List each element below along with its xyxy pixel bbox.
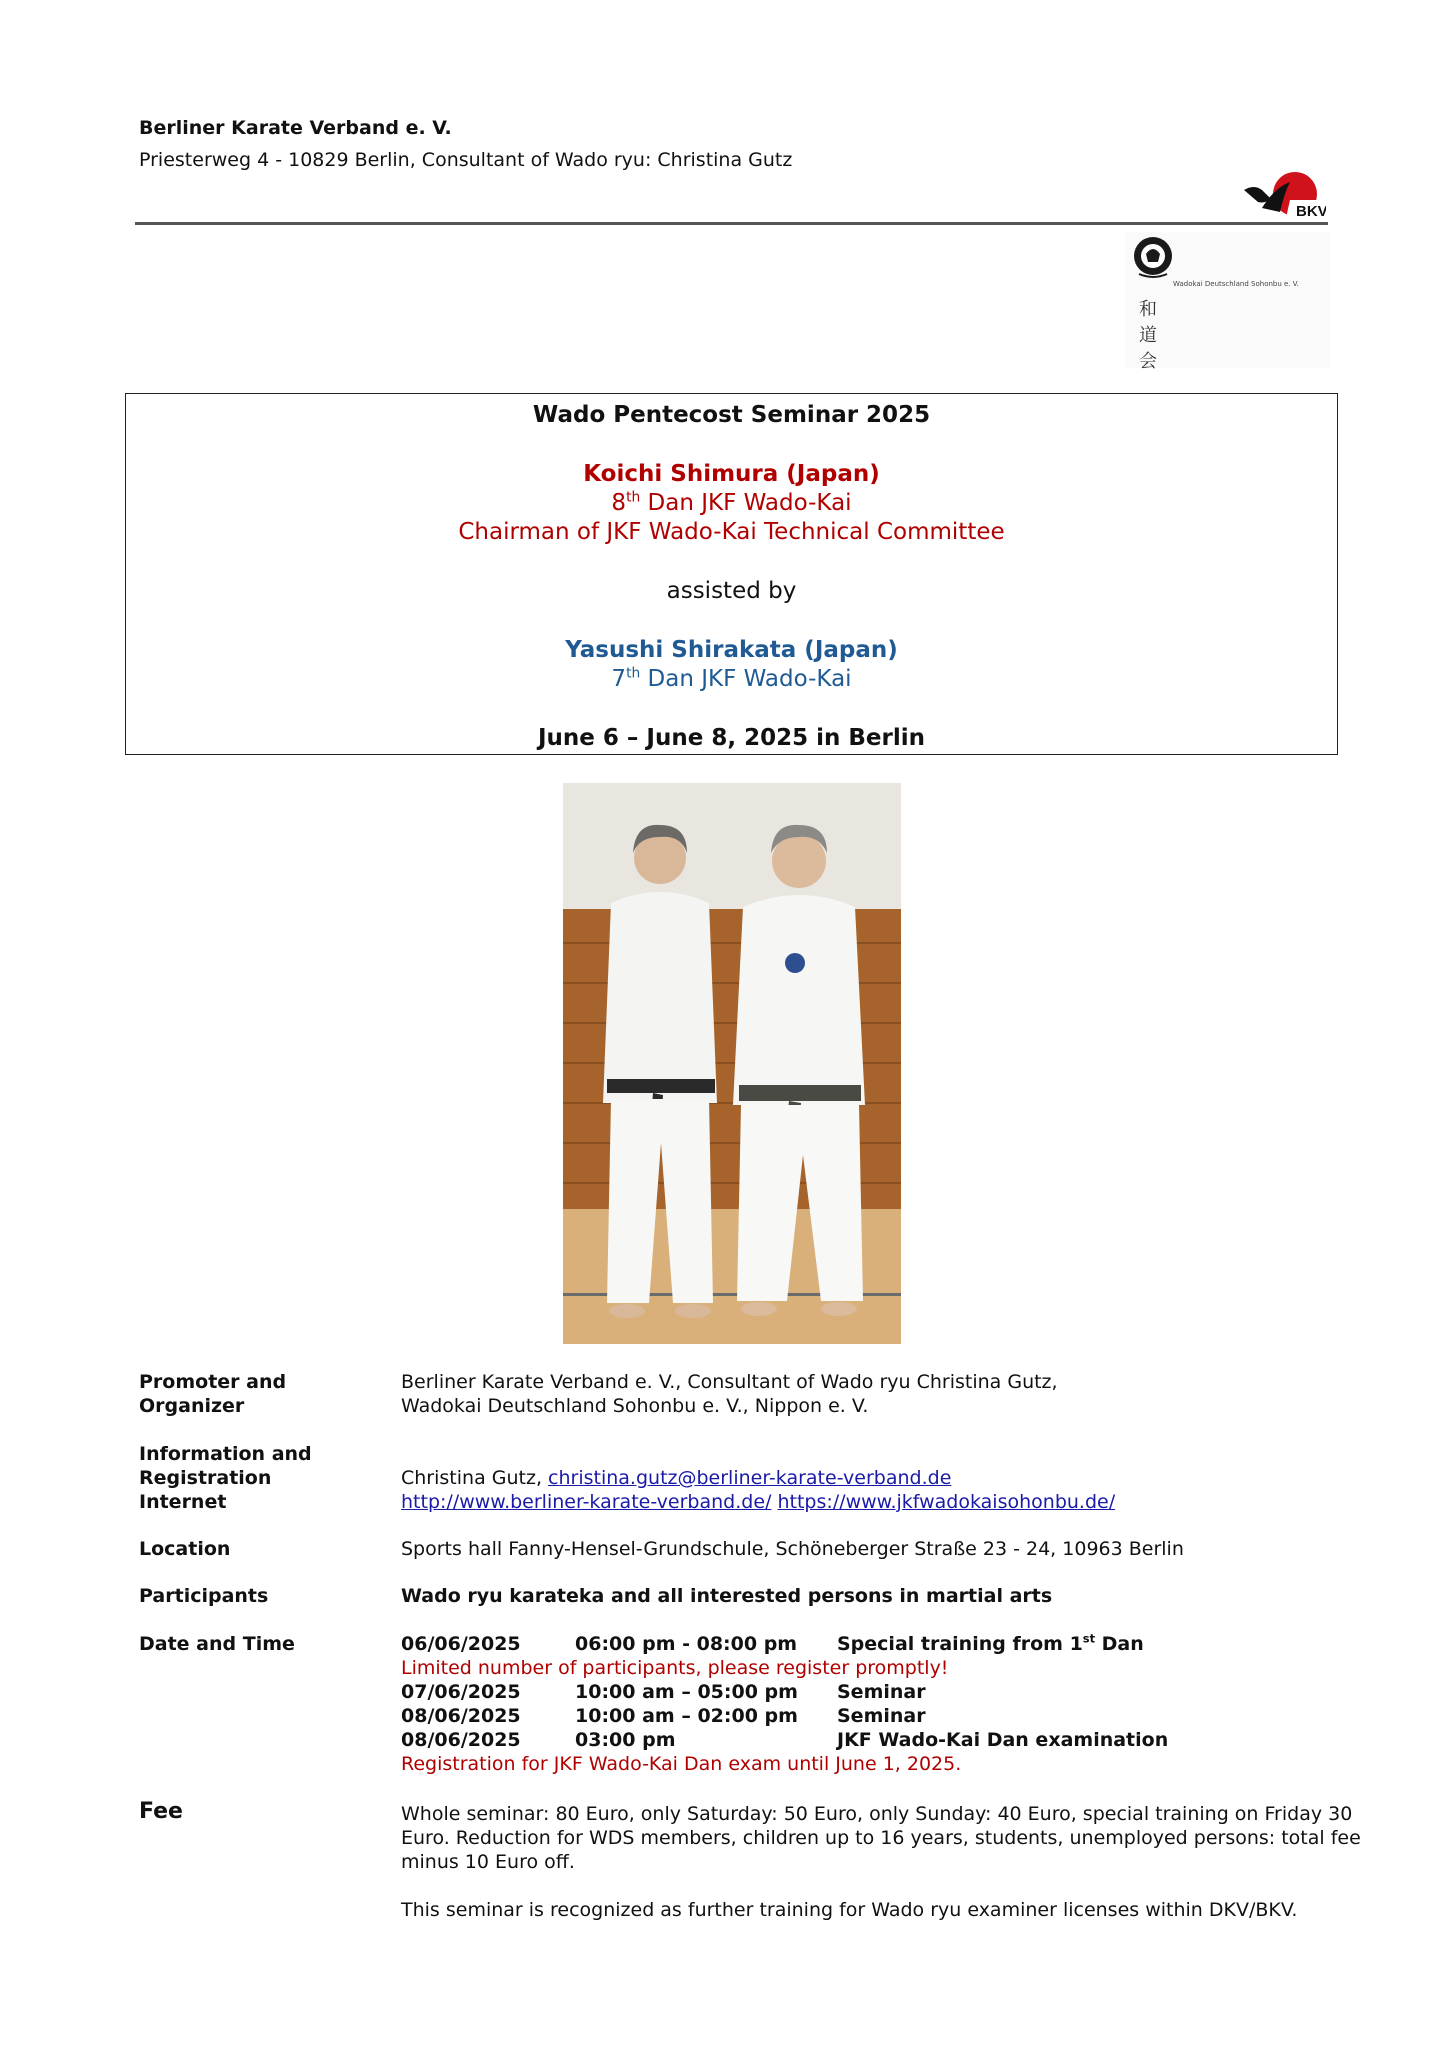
bkv-website-link[interactable]: http://www.berliner-karate-verband.de/ [401, 1491, 772, 1513]
seminar-dates: June 6 – June 8, 2025 in Berlin [538, 725, 925, 751]
header-divider [135, 222, 1328, 225]
schedule-date: 08/06/2025 [401, 1729, 521, 1751]
limited-participants-note: Limited number of participants, please register promptly! [401, 1657, 949, 1679]
schedule-time: 03:00 pm [575, 1729, 676, 1751]
instructors-photo [563, 783, 901, 1344]
instructor1-dan: 8th Dan JKF Wado-Kai [611, 489, 852, 516]
schedule-event: Seminar [837, 1705, 926, 1727]
schedule-event: Seminar [837, 1681, 926, 1703]
location-label: Location [139, 1538, 231, 1560]
organization-address: Priesterweg 4 - 10829 Berlin, Consultant of Wado ryu: Christina Gutz [139, 149, 793, 171]
promoter-value: Berliner Karate Verband e. V., Consultant of Wado ryu Christina Gutz, Wadokai Deutschland Sohonbu e. V., Nippon e. V. [401, 1371, 1058, 1417]
instructor2-dan: 7th Dan JKF Wado-Kai [611, 665, 852, 692]
schedule-date: 07/06/2025 [401, 1681, 521, 1703]
contact-email-link[interactable]: christina.gutz@berliner-karate-verband.de [548, 1467, 952, 1489]
registration-deadline-note: Registration for JKF Wado-Kai Dan exam until June 1, 2025. [401, 1753, 962, 1775]
schedule-time: 06:00 pm - 08:00 pm [575, 1633, 798, 1655]
location-value: Sports hall Fanny-Hensel-Grundschule, Schöneberger Straße 23 - 24, 10963 Berlin [401, 1538, 1184, 1560]
information-label: Information and Registration Internet [139, 1443, 312, 1513]
recognition-note: This seminar is recognized as further training for Wado ryu examiner licenses within DKV/BKV. [401, 1899, 1298, 1921]
contact-value [401, 1466, 1115, 1514]
schedule-time: 10:00 am – 02:00 pm [575, 1705, 798, 1727]
schedule-date: 06/06/2025 [401, 1633, 521, 1655]
participants-value: Wado ryu karateka and all interested persons in martial arts [401, 1585, 1053, 1607]
schedule-time: 10:00 am – 05:00 pm [575, 1681, 798, 1703]
bkv-logo-text: BKV [1296, 203, 1326, 220]
wadokai-logo [1125, 232, 1330, 372]
assisted-by: assisted by [666, 578, 797, 604]
datetime-label: Date and Time [139, 1633, 295, 1655]
schedule-event: Special training from 1st Dan [837, 1631, 1144, 1655]
seminar-title-box [125, 393, 1338, 755]
instructor1-role: Chairman of JKF Wado-Kai Technical Committee [458, 519, 1005, 545]
organization-name: Berliner Karate Verband e. V. [139, 117, 452, 139]
wadokai-logo-text: Wadokai Deutschland Sohonbu e. V. [1173, 280, 1299, 288]
wds-website-link[interactable]: https://www.jkfwadokaisohonbu.de/ [777, 1491, 1116, 1513]
seminar-title: Wado Pentecost Seminar 2025 [532, 402, 931, 428]
contact-name: Christina Gutz, [401, 1467, 549, 1489]
internet-links [401, 1490, 1115, 1514]
schedule-event: JKF Wado-Kai Dan examination [837, 1729, 1169, 1751]
wadokai-logo-kanji: 和道会 [1139, 299, 1157, 372]
promoter-label: Promoter and Organizer [139, 1371, 287, 1417]
fee-value: Whole seminar: 80 Euro, only Saturday: 50 Euro, only Sunday: 40 Euro, special training on Friday 30 Euro. Reduction for WDS members, children up to 16 years, students, unemployed persons: total fee minus 10 Euro off. [401, 1803, 1361, 1873]
instructor2-name: Yasushi Shirakata (Japan) [565, 637, 898, 663]
contact-line [401, 1466, 1115, 1490]
bkv-logo [1240, 168, 1326, 224]
instructor1-name: Koichi Shimura (Japan) [583, 461, 880, 487]
schedule-date: 08/06/2025 [401, 1705, 521, 1727]
fee-label: Fee [139, 1799, 183, 1824]
participants-label: Participants [139, 1585, 269, 1607]
